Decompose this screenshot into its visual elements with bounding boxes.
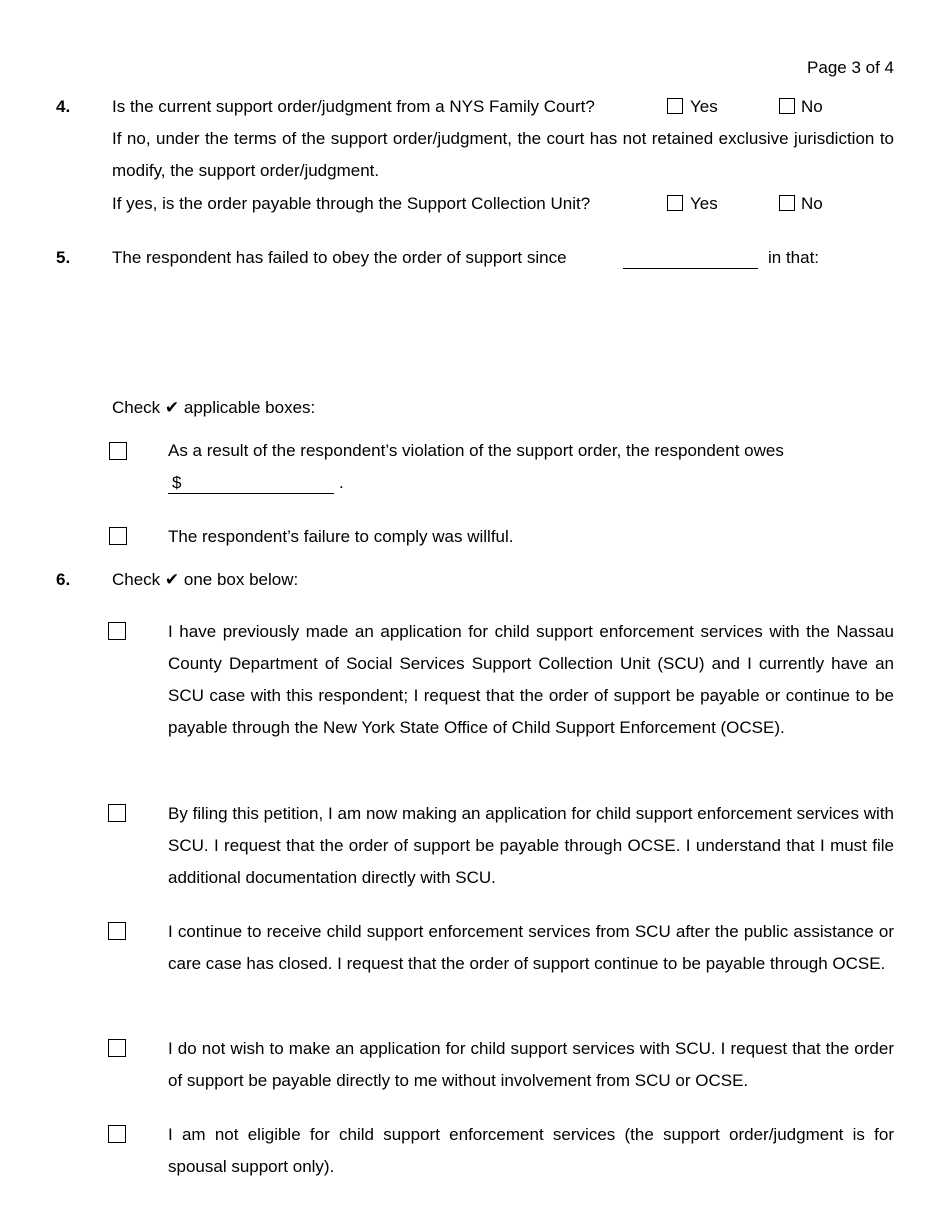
owes-checkbox[interactable] <box>109 442 127 460</box>
question-5-text: The respondent has failed to obey the order of support since <box>112 248 567 267</box>
option-4-checkbox[interactable] <box>108 1039 126 1057</box>
since-date-field[interactable] <box>623 250 758 269</box>
q4-scu-no-checkbox[interactable] <box>779 195 795 211</box>
page-number: Page 3 of 4 <box>807 58 894 77</box>
question-4-if-yes-text: If yes, is the order payable through the Support Collection Unit? <box>112 194 591 213</box>
question-4-number: 4. <box>56 97 71 116</box>
question-6-instruction: Check ✔ one box below: <box>112 570 299 589</box>
dollar-sign: $ <box>172 473 182 492</box>
question-5-in-that: in that: <box>768 248 820 267</box>
question-6-number: 6. <box>56 570 71 589</box>
question-5-number: 5. <box>56 248 71 267</box>
option-2-checkbox[interactable] <box>108 804 126 822</box>
option-5-checkbox[interactable] <box>108 1125 126 1143</box>
q4-yes-label: Yes <box>690 97 718 116</box>
option-1-checkbox[interactable] <box>108 622 126 640</box>
q4-yes-checkbox[interactable] <box>667 98 683 114</box>
owes-text: As a result of the respondent’s violation of the support order, the respondent owes <box>168 441 784 460</box>
q4-scu-yes-label: Yes <box>690 194 718 213</box>
q4-no-label: No <box>801 97 823 116</box>
option-1-text: I have previously made an application for child support enforcement services with the Nassau County Department of Social Services Support Collection Unit (SCU) and I currently have an SCU case with this respondent; I request that the order of support be payable or continue to be payable through the New York State Office of Child Support Enforcement (OCSE). <box>168 622 894 737</box>
q4-no-checkbox[interactable] <box>779 98 795 114</box>
option-3-checkbox[interactable] <box>108 922 126 940</box>
amount-owed-field[interactable] <box>168 475 334 494</box>
amount-period: . <box>339 473 344 492</box>
willful-text: The respondent’s failure to comply was willful. <box>168 527 514 546</box>
q4-scu-no-label: No <box>801 194 823 213</box>
option-4-text: I do not wish to make an application for child support services with SCU. I request that the order of support be payable directly to me without involvement from SCU or OCSE. <box>168 1039 894 1090</box>
q4-scu-yes-checkbox[interactable] <box>667 195 683 211</box>
option-2-text: By filing this petition, I am now making an application for child support enforcement services with SCU. I request that the order of support be payable through OCSE. I understand that I must file additional documentation directly with SCU. <box>168 804 894 887</box>
option-3-text: I continue to receive child support enforcement services from SCU after the public assistance or care case has closed. I request that the order of support continue to be payable through OCSE. <box>168 922 894 973</box>
question-4-text: Is the current support order/judgment from a NYS Family Court? <box>112 97 595 116</box>
willful-checkbox[interactable] <box>109 527 127 545</box>
check-applicable-instruction: Check ✔ applicable boxes: <box>112 398 316 417</box>
option-5-text: I am not eligible for child support enforcement services (the support order/judgment is for spousal support only). <box>168 1125 894 1176</box>
question-4-if-no-text: If no, under the terms of the support order/judgment, the court has not retained exclusive jurisdiction to modify, the support order/judgment. <box>112 129 894 180</box>
